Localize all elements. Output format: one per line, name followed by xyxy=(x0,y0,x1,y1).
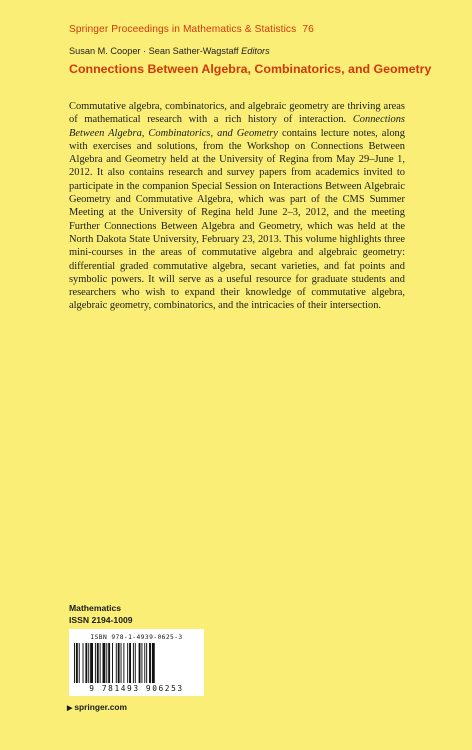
issn-label: ISSN 2194-1009 xyxy=(69,615,133,625)
barcode-digits: 9 781493 906253 xyxy=(89,684,184,693)
barcode-box xyxy=(69,629,204,696)
abstract-italic-title: Connections Between Algebra, Combinatorics, and Geometry xyxy=(69,114,405,139)
isbn-text: ISBN 978-1-4939-0625-3 xyxy=(90,634,183,641)
editors-line xyxy=(69,46,270,56)
abstract-text xyxy=(69,100,405,313)
book-title: Connections Between Algebra, Combinatorics, and Geometry xyxy=(69,62,432,76)
barcode-icon xyxy=(74,643,199,683)
arrow-right-icon: ▶ xyxy=(67,705,73,712)
subject-label: Mathematics xyxy=(69,603,122,613)
subject-block xyxy=(69,602,133,626)
abstract-part-2: contains lecture notes, along with exercises and solutions, from the Workshop on Connections Between Algebra and Geometry held at the University of Regina from May 29–June 1, 2012. It also contains research and survey papers from academics invited to participate in the companion Special Session on Interactions Between Algebraic Geometry and Commutative Algebra, which was part of the CMS Summer Meeting at the University of Regina held June 2–3, 2012, and the meeting Further Connections Between Algebra and Geometry, which was held at the North Dakota State University, February 23, 2013. This volume highlights three mini-courses in the areas of commutative algebra and algebraic geometry: differential graded commutative algebra, secant varieties, and fat points and symbolic powers. It will serve as a useful resource for graduate students and researchers who wish to expand their knowledge of commutative algebra, algebraic geometry, combinatorics, and the intricacies of their intersection. xyxy=(69,127,405,312)
abstract-part-1: Commutative algebra, combinatorics, and algebraic geometry are thriving areas of mathematical research with a rich history of interaction. xyxy=(69,101,405,126)
series-name: Springer Proceedings in Mathematics & Statistics xyxy=(69,24,297,35)
publisher-link[interactable] xyxy=(67,702,127,712)
editor-role: Editors xyxy=(241,46,270,56)
series-line xyxy=(69,24,314,35)
series-volume: 76 xyxy=(302,24,314,35)
editor-names: Susan M. Cooper · Sean Sather-Wagstaff xyxy=(69,46,239,56)
publisher-url: springer.com xyxy=(74,702,127,712)
